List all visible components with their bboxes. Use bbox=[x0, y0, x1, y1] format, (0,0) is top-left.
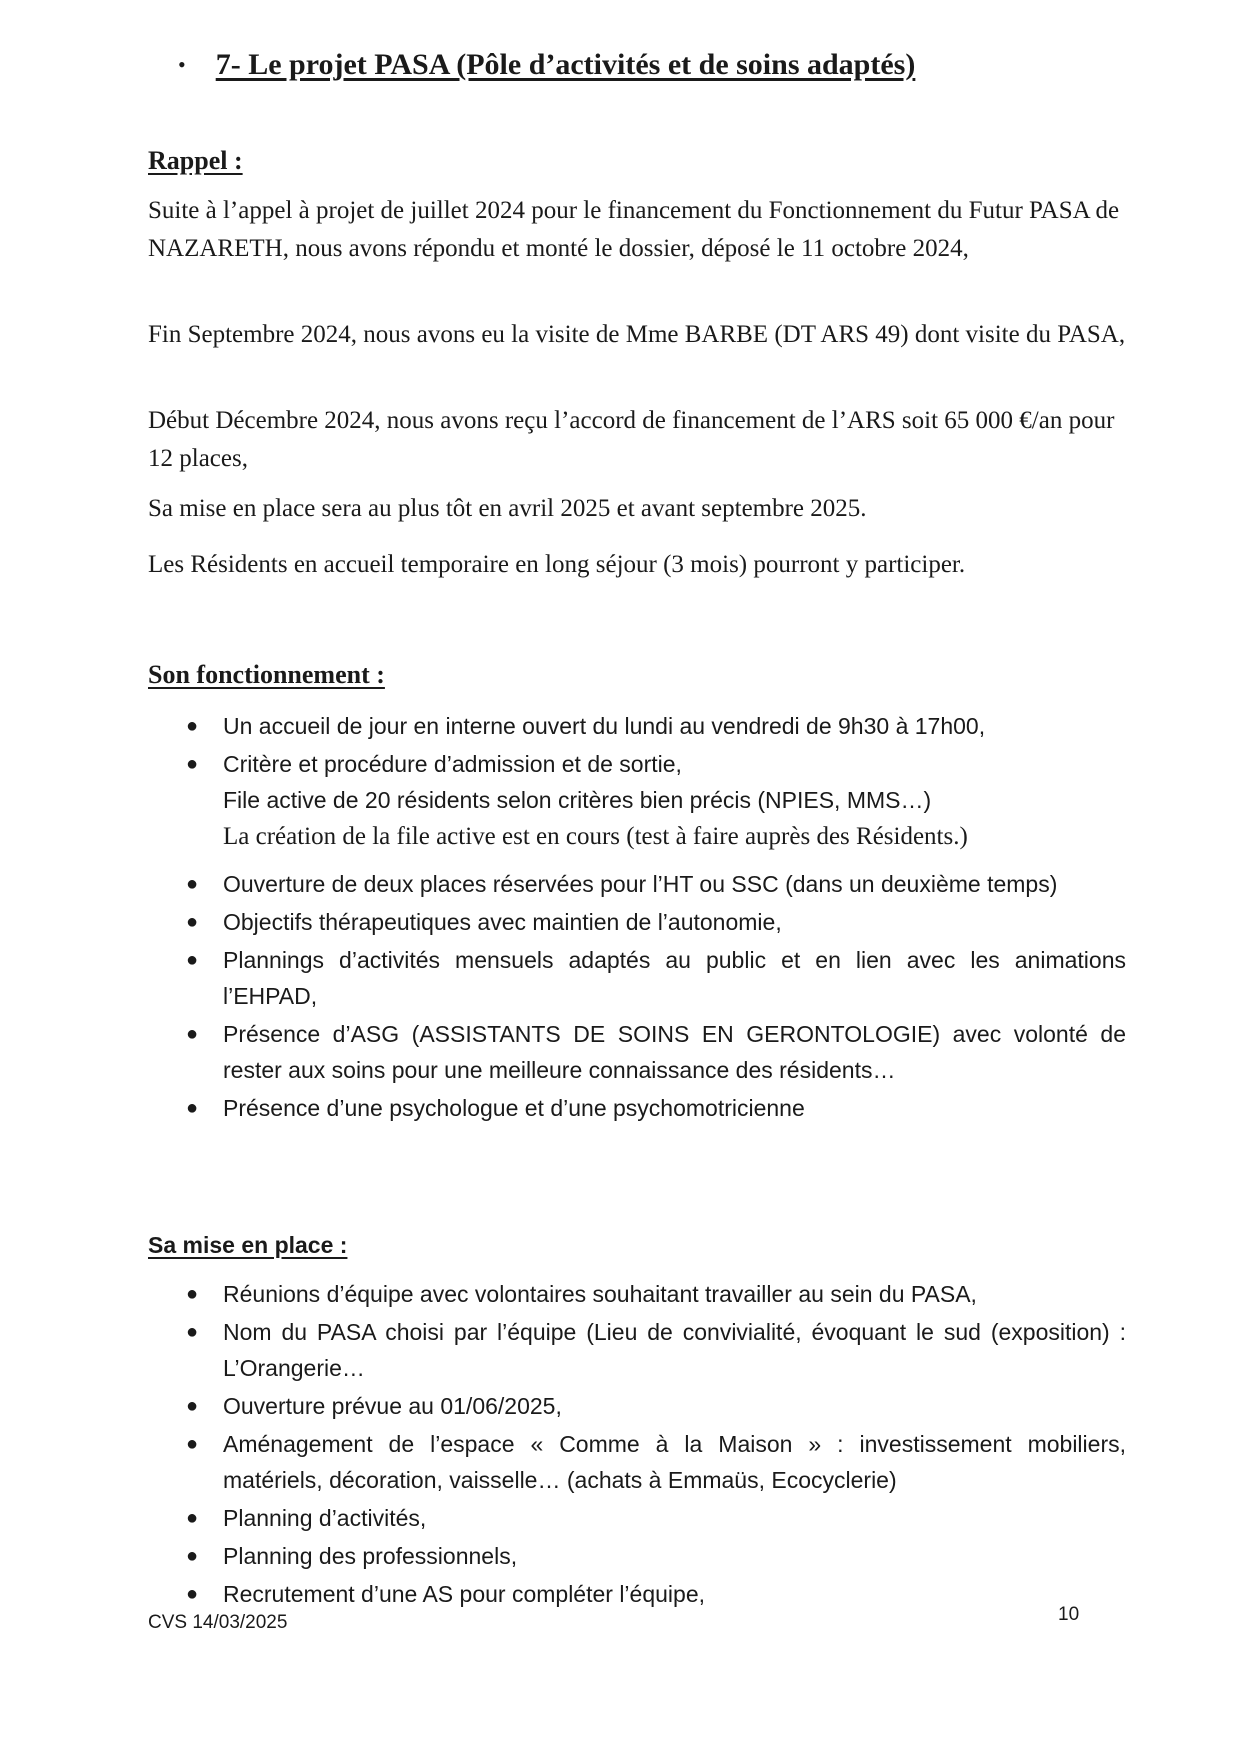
rappel-paragraph: Fin Septembre 2024, nous avons eu la visite de Mme BARBE (DT ARS 49) dont visite du PASA, bbox=[148, 321, 1126, 348]
list-item-text: Planning d’activités, bbox=[223, 1505, 427, 1531]
fonctionnement-list bbox=[186, 708, 1126, 1128]
list-item bbox=[186, 942, 1126, 1014]
list-item bbox=[186, 1538, 1126, 1574]
list-item bbox=[186, 1090, 1126, 1126]
list-item bbox=[186, 1314, 1126, 1386]
title-bullet: • bbox=[178, 52, 186, 77]
list-item-text: Présence d’une psychologue et d’une psychomotricienne bbox=[223, 1095, 805, 1121]
list-item-text: Objectifs thérapeutiques avec maintien de l’autonomie, bbox=[223, 909, 782, 935]
section-title bbox=[178, 48, 915, 82]
bullet-icon: ● bbox=[186, 1433, 199, 1455]
bullet-icon: ● bbox=[186, 873, 199, 895]
list-item-text: Présence d’ASG (ASSISTANTS DE SOINS EN GERONTOLOGIE) avec volonté de rester aux soins pour une meilleure connaissance des résidents… bbox=[223, 1021, 1126, 1083]
list-item bbox=[186, 1500, 1126, 1536]
bullet-icon: ● bbox=[186, 1321, 199, 1343]
bullet-icon: ● bbox=[186, 1283, 199, 1305]
list-item bbox=[186, 746, 1126, 856]
rappel-paragraph: Début Décembre 2024, nous avons reçu l’accord de financement de l’ARS soit 65 000 €/an pour 12 places, bbox=[148, 407, 1115, 472]
footer-date: CVS 14/03/2025 bbox=[148, 1612, 288, 1633]
list-item-text: Critère et procédure d’admission et de sortie, bbox=[223, 751, 682, 777]
list-item-subtext: File active de 20 résidents selon critères bien précis (NPIES, MMS…) bbox=[223, 787, 932, 813]
heading-rappel: Rappel : bbox=[148, 146, 243, 175]
list-item-text: Nom du PASA choisi par l’équipe (Lieu de convivialité, évoquant le sud (exposition) : L’Orangerie… bbox=[223, 1319, 1126, 1381]
list-item bbox=[186, 1576, 1126, 1612]
page-number: 10 bbox=[1058, 1604, 1080, 1625]
list-item-text: Planning des professionnels, bbox=[223, 1543, 518, 1569]
list-item-text: Recrutement d’une AS pour compléter l’équipe, bbox=[223, 1581, 706, 1607]
list-item bbox=[186, 904, 1126, 940]
bullet-icon: ● bbox=[186, 1507, 199, 1529]
bullet-icon: ● bbox=[186, 1583, 199, 1605]
bullet-icon: ● bbox=[186, 1395, 199, 1417]
list-item-text: Aménagement de l’espace « Comme à la Maison » : investissement mobiliers, matériels, décoration, vaisselle… (achats à Emmaüs, Ecocyclerie) bbox=[223, 1431, 1126, 1493]
bullet-icon: ● bbox=[186, 911, 199, 933]
bullet-icon: ● bbox=[186, 1097, 199, 1119]
bullet-icon: ● bbox=[186, 753, 199, 775]
list-item bbox=[186, 708, 1126, 744]
bullet-icon: ● bbox=[186, 715, 199, 737]
bullet-icon: ● bbox=[186, 1023, 199, 1045]
list-item bbox=[186, 866, 1126, 902]
rappel-paragraph: Les Résidents en accueil temporaire en long séjour (3 mois) pourront y participer. bbox=[148, 551, 966, 578]
list-item bbox=[186, 1276, 1126, 1312]
list-item-text: Un accueil de jour en interne ouvert du lundi au vendredi de 9h30 à 17h00, bbox=[223, 713, 986, 739]
bullet-icon: ● bbox=[186, 1545, 199, 1567]
rappel-paragraph: Sa mise en place sera au plus tôt en avril 2025 et avant septembre 2025. bbox=[148, 495, 867, 522]
list-item bbox=[186, 1388, 1126, 1424]
list-item-text: Réunions d’équipe avec volontaires souhaitant travailler au sein du PASA, bbox=[223, 1281, 977, 1307]
list-item bbox=[186, 1016, 1126, 1088]
bullet-icon: ● bbox=[186, 949, 199, 971]
list-item-subtext: La création de la file active est en cours (test à faire auprès des Résidents.) bbox=[223, 823, 968, 850]
heading-fonctionnement: Son fonctionnement : bbox=[148, 660, 385, 689]
heading-mise-en-place: Sa mise en place : bbox=[148, 1232, 348, 1258]
rappel-paragraph: Suite à l’appel à projet de juillet 2024 pour le financement du Fonctionnement du Futur PASA de NAZARETH, nous avons répondu et monté le dossier, déposé le 11 octobre 2024, bbox=[148, 197, 1120, 262]
list-item-text: Plannings d’activités mensuels adaptés au public et en lien avec les animations l’EHPAD, bbox=[223, 947, 1126, 1009]
list-item-text: Ouverture de deux places réservées pour l’HT ou SSC (dans un deuxième temps) bbox=[223, 871, 1058, 897]
list-item bbox=[186, 1426, 1126, 1498]
mise-en-place-list bbox=[186, 1276, 1126, 1614]
title-text: 7- Le projet PASA (Pôle d’activités et de soins adaptés) bbox=[215, 48, 916, 81]
list-item-text: Ouverture prévue au 01/06/2025, bbox=[223, 1393, 562, 1419]
